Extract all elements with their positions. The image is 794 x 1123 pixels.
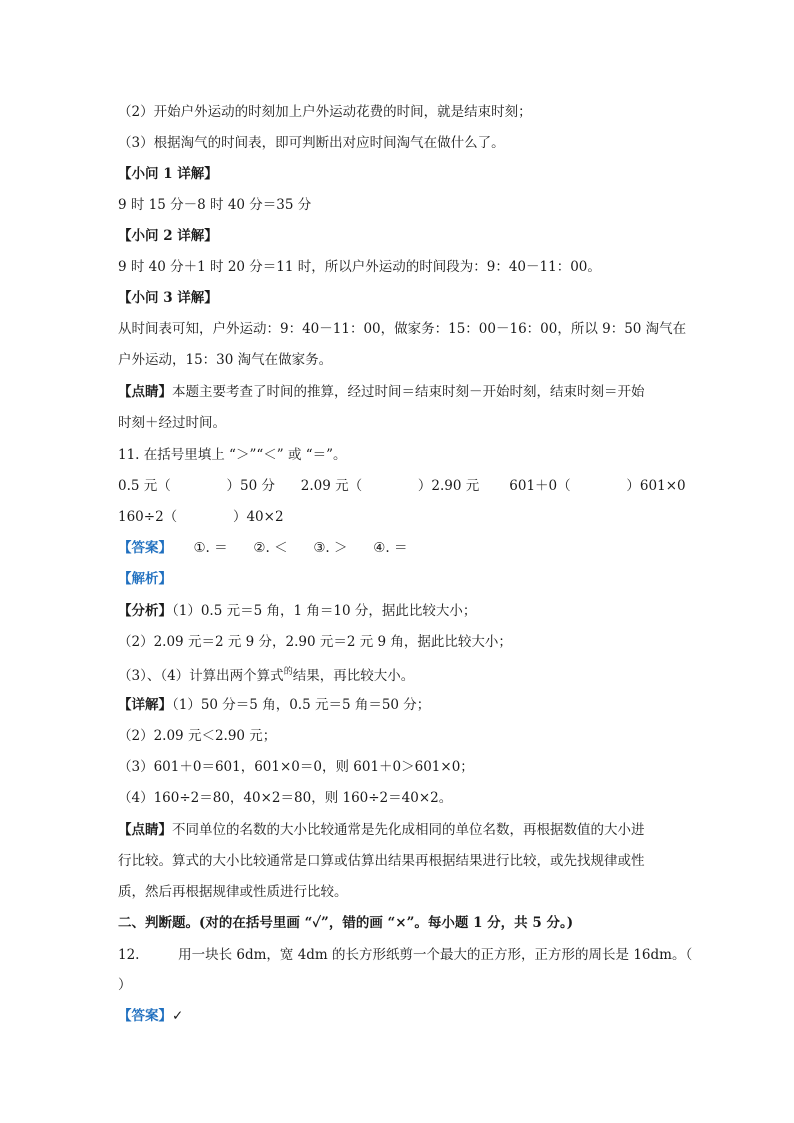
label-text: （1）50 分＝5 角，0.5 元＝5 角＝50 分； [172, 697, 431, 713]
section-heading: 【小问 3 详解】 [118, 290, 218, 306]
question-items: 0.5 元（ ）50 分 2.09 元（ ）2.90 元 601＋0（ ）601×0 [118, 478, 686, 494]
check-icon: ✓ [172, 1008, 184, 1024]
text-line: 质，然后再根据规律或性质进行比较。 [118, 884, 348, 900]
label-tag: 【点睛】 [118, 384, 172, 400]
text-line: 时刻＋经过时间。 [118, 415, 226, 431]
text-line: （3）601＋0＝601，601×0＝0，则 601＋0＞601×0； [118, 759, 474, 775]
text-line: 从时间表可知，户外运动：9：40－11：00，做家务：15：00－16：00，所以 9：50 淘气在 [118, 321, 687, 337]
text-line [118, 602, 476, 620]
answer-tag: 【答案】 [118, 540, 172, 556]
text-line: （2）2.09 元＝2 元 9 分，2.90 元＝2 元 9 角，据此比较大小； [118, 634, 512, 650]
label-tag: 【点睛】 [118, 822, 172, 838]
analysis-tag: 【解析】 [118, 571, 172, 587]
text-line [118, 821, 645, 839]
question-title: 12. 用一块长 6dm，宽 4dm 的长方形纸剪一个最大的正方形，正方形的周长是 16dm。（ [118, 947, 693, 963]
label-text: 不同单位的名数的大小比较通常是先化成相同的单位名数，再根据数值的大小进 [172, 822, 645, 838]
label-text: （1）0.5 元＝5 角，1 角＝10 分，据此比较大小； [172, 603, 477, 619]
text-part: 结果，再比较大小。 [292, 668, 415, 684]
question-items: 160÷2（ ）40×2 [118, 509, 284, 525]
label-tag: 【分析】 [118, 603, 172, 619]
text-line: （4）160÷2＝80，40×2＝80，则 160÷2＝40×2。 [118, 790, 453, 806]
text-line: ） [118, 977, 132, 993]
question-title: 11. 在括号里填上 “＞”“＜” 或 “＝”。 [118, 447, 347, 463]
text-line: 9 时 40 分＋1 时 20 分＝11 时，所以户外运动的时间段为：9：40－11：00。 [118, 259, 601, 275]
text-line: （2）2.09 元＜2.90 元； [118, 728, 277, 744]
text-line: 行比较。算式的大小比较通常是口算或估算出结果再根据结果进行比较，或先找规律或性 [118, 853, 645, 869]
answer-tag: 【答案】 [118, 1008, 172, 1024]
section-title: 二、判断题。(对的在括号里画 “✓”，错的画 “×”。每小题 1 分，共 5 分。) [118, 915, 574, 931]
text-part: （3）、（4）计算出两个算式 [118, 668, 284, 684]
text-line: （2）开始户外运动的时刻加上户外运动花费的时间，就是结束时刻； [118, 104, 532, 120]
section-heading: 【小问 2 详解】 [118, 228, 218, 244]
text-line: 户外运动，15：30 淘气在做家务。 [118, 352, 333, 368]
text-line: 9 时 15 分－8 时 40 分＝35 分 [118, 197, 312, 213]
answer-line [118, 539, 407, 557]
label-tag: 【详解】 [118, 697, 172, 713]
label-text: 本题主要考查了时间的推算，经过时间＝结束时刻－开始时刻，结束时刻＝开始 [172, 384, 645, 400]
section-heading: 【小问 1 详解】 [118, 166, 218, 182]
text-line [118, 696, 430, 714]
superscript-char: 的 [283, 667, 293, 677]
text-line [118, 383, 645, 401]
answer-line [118, 1007, 183, 1025]
text-line: （3）根据淘气的时间表，即可判断出对应时间淘气在做什么了。 [118, 135, 505, 151]
text-line [118, 667, 414, 687]
answer-text: ①. ＝ ②. ＜ ③. ＞ ④. ＝ [172, 540, 408, 556]
